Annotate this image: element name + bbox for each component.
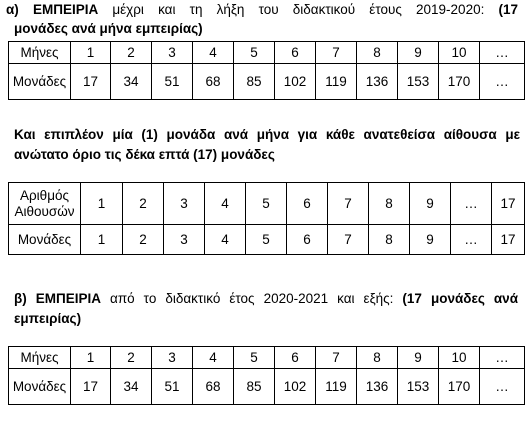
table-cell: 4 bbox=[205, 225, 246, 255]
extra-rule-line1 bbox=[14, 125, 520, 144]
table-cell: 17 bbox=[71, 64, 111, 100]
table-cell: 6 bbox=[275, 347, 316, 369]
table-cell: 34 bbox=[111, 64, 152, 100]
row-label-line2: Αιθουσών bbox=[14, 203, 75, 219]
table-cell: … bbox=[480, 369, 525, 405]
table-cell: 34 bbox=[111, 369, 152, 405]
section-a-heading bbox=[6, 0, 518, 19]
table-cell: 9 bbox=[410, 225, 451, 255]
table-cell: 1 bbox=[81, 183, 123, 225]
table-cell: 9 bbox=[398, 347, 439, 369]
table-cell: 5 bbox=[234, 42, 275, 64]
row-label: Μήνες bbox=[9, 347, 71, 369]
table-cell: 4 bbox=[193, 42, 234, 64]
table-row bbox=[9, 369, 525, 405]
section-b-heading-bold: β) ΕΜΠΕΙΡΙΑ bbox=[14, 291, 102, 306]
table-cell: 1 bbox=[71, 42, 111, 64]
table-cell: 7 bbox=[316, 42, 357, 64]
table-cell: 2 bbox=[123, 183, 164, 225]
table-cell: 8 bbox=[357, 42, 398, 64]
table-cell: 119 bbox=[316, 64, 357, 100]
table-row bbox=[9, 183, 525, 225]
row-label: Μήνες bbox=[9, 42, 71, 64]
table-cell: 3 bbox=[164, 225, 205, 255]
table-cell: 3 bbox=[164, 183, 205, 225]
table-cell: 153 bbox=[398, 369, 439, 405]
table-cell: 6 bbox=[287, 183, 328, 225]
table-cell: 8 bbox=[357, 347, 398, 369]
table-cell: 136 bbox=[357, 369, 398, 405]
table-cell: 2 bbox=[111, 42, 152, 64]
row-label-line1: Αριθμός bbox=[20, 187, 69, 203]
table-cell: 51 bbox=[152, 369, 193, 405]
row-label: Μονάδες bbox=[9, 369, 71, 405]
section-b-heading-line2 bbox=[14, 309, 514, 328]
section-a-heading-bold: α) ΕΜΠΕΙΡΙΑ bbox=[6, 2, 99, 17]
table-cell: 8 bbox=[369, 183, 410, 225]
table-cell: 153 bbox=[398, 64, 439, 100]
table-cell: 9 bbox=[398, 42, 439, 64]
extra-rule-line2-text: ανώτατο όριο τις δέκα επτά (17) μονάδες bbox=[14, 147, 275, 162]
table-cell: 1 bbox=[81, 225, 123, 255]
table-cell: 3 bbox=[152, 347, 193, 369]
table-cell: 2 bbox=[123, 225, 164, 255]
table-row bbox=[9, 42, 525, 64]
section-a-heading-line2-text: μονάδες ανά μήνα εμπειρίας) bbox=[14, 21, 203, 36]
table-cell: … bbox=[480, 64, 525, 100]
section-b-heading-line2-text: εμπειρίας) bbox=[14, 311, 82, 326]
table-cell: 1 bbox=[71, 347, 111, 369]
table-cell: 10 bbox=[439, 42, 480, 64]
table-cell: 17 bbox=[492, 225, 525, 255]
table-cell: 85 bbox=[234, 369, 275, 405]
table-cell: 17 bbox=[492, 183, 525, 225]
row-label: Μονάδες bbox=[9, 225, 81, 255]
extra-rule-line2 bbox=[14, 145, 514, 164]
table-cell: … bbox=[480, 42, 525, 64]
table-cell: 7 bbox=[328, 225, 369, 255]
table-cell: 4 bbox=[193, 347, 234, 369]
row-label: Μονάδες bbox=[9, 64, 71, 100]
table-months-units-b bbox=[8, 346, 525, 405]
section-b-heading-text: από το διδακτικό έτος 2020-2021 και εξής: bbox=[101, 291, 394, 306]
table-cell: 136 bbox=[357, 64, 398, 100]
table-row bbox=[9, 225, 525, 255]
table-cell: 85 bbox=[234, 64, 275, 100]
table-cell: … bbox=[480, 347, 525, 369]
table-cell: 10 bbox=[439, 347, 480, 369]
table-row bbox=[9, 347, 525, 369]
table-months-units-a bbox=[8, 41, 525, 100]
section-b-heading bbox=[14, 289, 518, 308]
table-cell: 6 bbox=[275, 42, 316, 64]
row-label bbox=[9, 183, 81, 225]
table-cell: … bbox=[451, 225, 492, 255]
table-cell: 102 bbox=[275, 64, 316, 100]
section-b-heading-tail: (17 μονάδες ανά bbox=[393, 291, 518, 306]
table-cell: 9 bbox=[410, 183, 451, 225]
table-cell: 8 bbox=[369, 225, 410, 255]
table-cell: 170 bbox=[439, 64, 480, 100]
table-cell: 2 bbox=[111, 347, 152, 369]
table-cell: 170 bbox=[439, 369, 480, 405]
table-cell: 5 bbox=[246, 225, 287, 255]
table-cell: 5 bbox=[234, 347, 275, 369]
table-cell: 68 bbox=[193, 369, 234, 405]
table-rooms-units bbox=[8, 182, 525, 255]
table-cell: 51 bbox=[152, 64, 193, 100]
extra-rule-line1-text: Και επιπλέον μία (1) μονάδα ανά μήνα για κάθε ανατεθείσα αίθουσα με bbox=[14, 127, 520, 142]
table-cell: 102 bbox=[275, 369, 316, 405]
table-cell: 119 bbox=[316, 369, 357, 405]
section-a-heading-line2 bbox=[14, 19, 514, 38]
section-a-heading-text: μέχρι και τη λήξη του διδακτικού έτους 2019-2020: bbox=[98, 2, 485, 17]
table-cell: 17 bbox=[71, 369, 111, 405]
table-cell: 6 bbox=[287, 225, 328, 255]
table-cell: 7 bbox=[316, 347, 357, 369]
table-cell: 7 bbox=[328, 183, 369, 225]
table-cell: 68 bbox=[193, 64, 234, 100]
table-cell: 3 bbox=[152, 42, 193, 64]
table-row bbox=[9, 64, 525, 100]
table-cell: 4 bbox=[205, 183, 246, 225]
table-cell: … bbox=[451, 183, 492, 225]
section-a-heading-tail: (17 bbox=[484, 2, 519, 17]
table-cell: 5 bbox=[246, 183, 287, 225]
